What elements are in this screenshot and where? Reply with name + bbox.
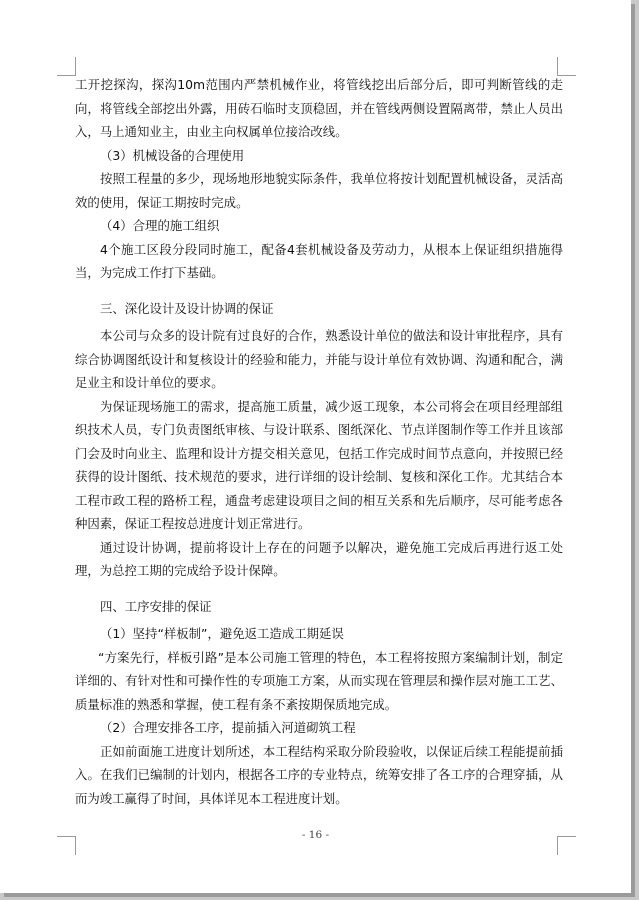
section-heading: 四、工序安排的保证 [100, 598, 212, 614]
body-paragraph: “方案先行，样板引路”是本公司施工管理的特色，本工程将按照方案编制计划，制定详细的、有针对性和可操作性的专项施工方案，从而实现在管理层和操作层对施工工艺、质量标准的熟悉和掌握，使工程有条不紊按期保质地完成。 [75, 649, 563, 712]
body-paragraph: 本公司与众多的设计院有过良好的合作，熟悉设计单位的做法和设计审批程序，具有综合协调图纸设计和复核设计的经验和能力，并能与设计单位有效协调、沟通和配合，满足业主和设计单位的要求。 [75, 328, 563, 390]
subheading: （1）坚持“样板制”，避免返工造成工期延误 [100, 626, 344, 641]
page-body [75, 73, 563, 810]
body-paragraph: 4个施工区段分段同时施工，配备4套机械设备及劳动力，从根本上保证组织措施得当，为完成工作打下基础。 [75, 241, 563, 280]
page-number: - 16 - [301, 829, 330, 841]
body-paragraph: 工开挖探沟，探沟10m范围内严禁机械作业，将管线挖出后部分后，即可判断管线的走向，将管线全部挖出外露，用砖石临时支顶稳固，并在管线两侧设置隔离带，禁止人员出入，马上通知业主，由业主向权属单位接洽改线。 [75, 77, 563, 139]
subheading: （4）合理的施工组织 [100, 218, 220, 233]
section-heading: 三、深化设计及设计协调的保证 [100, 300, 274, 316]
crop-mark-top-left [57, 57, 76, 76]
body-paragraph: 通过设计协调，提前将设计上存在的问题予以解决，避免施工完成后再进行返工处理，为总控工期的完成给予设计保障。 [75, 539, 563, 578]
body-paragraph: 按照工程量的多少，现场地形地貌实际条件，我单位将按计划配置机械设备，灵活高效的使用，保证工期按时完成。 [75, 171, 563, 210]
subheading: （2）合理安排各工序，提前插入河道砌筑工程 [100, 720, 356, 735]
body-paragraph: 为保证现场施工的需求，提高施工质量，减少返工现象，本公司将会在项目经理部组织技术人员，专门负责图纸审核、与设计联系、图纸深化、节点详图制作等工作并且该部门会及时向业主、监理和设计方提交相关意见，包括工作完成时间节点意向，并按照已经获得的设计图纸、技术规范的要求，进行详细的设计绘制、复核和深化工作。尤其结合本工程市政工程的路桥工程，通盘考虑建设项目之间的相互关系和先后顺序，尽可能考虑各种因素，保证工程按总进度计划正常进行。 [75, 398, 563, 531]
subheading: （3）机械设备的合理使用 [100, 147, 245, 163]
body-paragraph: 正如前面施工进度计划所述，本工程结构采取分阶段验收，以保证后续工程能提前插入。在我们已编制的计划内，根据各工序的专业特点，统筹安排了各工序的合理穿插，从而为竣工赢得了时间，具体详见本工程进度计划。 [75, 743, 563, 806]
